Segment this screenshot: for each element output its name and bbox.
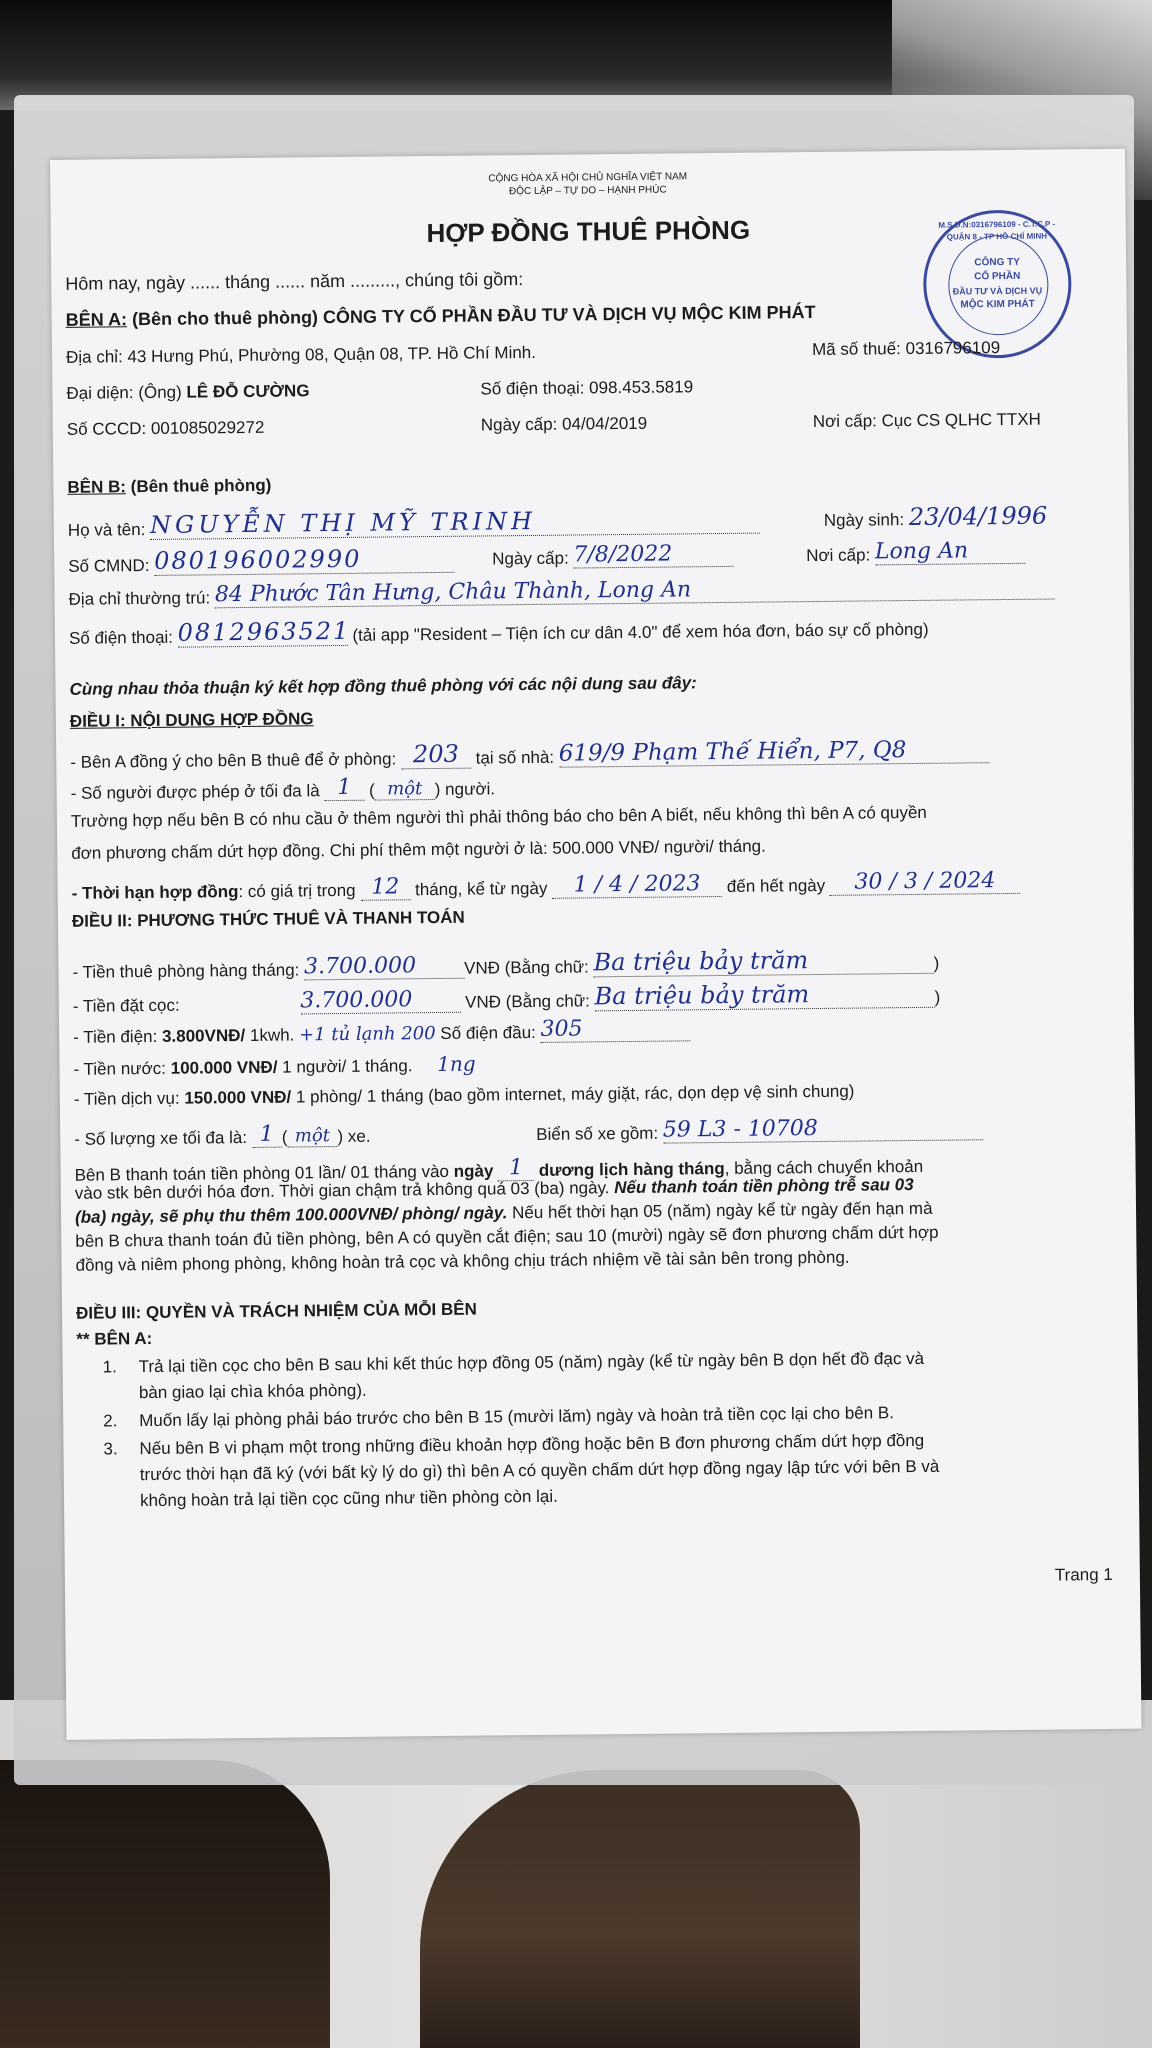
party-a-address: Địa chỉ: 43 Hưng Phú, Phường 08, Quận 08, TP. Hồ Chí Minh. <box>65 342 537 367</box>
vehicle-label: - Số lượng xe tối đa là: <box>74 1127 248 1149</box>
seal-line-4: MỘC KIM PHÁT <box>960 298 1035 311</box>
party-b-role: (Bên thuê phòng) <box>130 475 272 497</box>
term-row <box>72 868 1020 904</box>
rent-words: Ba triệu bảy trăm <box>593 946 809 977</box>
electric-price: 3.800VNĐ/ <box>161 1026 246 1046</box>
phone-label: Số điện thoại: <box>68 627 174 648</box>
pay-text-d: vào stk bên dưới hóa đơn. Thời gian chậm trả không quá 03 (ba) ngày. <box>74 1178 610 1203</box>
article-1-title: ĐIỀU I: NỘI DUNG HỢP ĐỒNG <box>69 709 314 731</box>
cmnd-label: Số CMND: <box>68 555 150 576</box>
art1-para-1: Trường hợp nếu bên B có nhu cầu ở thêm người thì phải thông báo cho bên A biết, nếu không thì bên A có quyền <box>70 802 927 831</box>
water-row <box>73 1052 475 1080</box>
party-a-tax: Mã số thuế: 0316796109 <box>811 338 1001 360</box>
seal-line-3: ĐẦU TƯ VÀ DỊCH VỤ <box>952 285 1043 297</box>
plate-field <box>663 1114 983 1143</box>
party-a-heading <box>66 302 816 331</box>
plate-value: 59 L3 - 10708 <box>662 1116 818 1143</box>
duty-3-line-1: Nếu bên B vi phạm một trong những điều khoản hợp đồng hoặc bên B đơn phương chấm dứt hợp đồng <box>139 1430 925 1459</box>
issued-label: Ngày cấp: <box>492 548 569 569</box>
agreement-intro: Cùng nhau thỏa thuận ký kết hợp đồng thuê phòng với các nội dung sau đây: <box>69 673 697 699</box>
motto-line: ĐỘC LẬP – TỰ DO – HẠNH PHÚC <box>508 184 667 198</box>
pay-text-b: dương lịch hàng tháng <box>538 1158 725 1180</box>
party-a-cccd: Số CCCD: 001085029272 <box>66 417 265 439</box>
start-value: 1 / 4 / 2023 <box>573 871 701 898</box>
deposit-row: - Tiền đặt cọc: 3.700.000 VNĐ (Bằng chữ: Ba triệu bảy trăm ) <box>72 980 941 1016</box>
phone-field <box>177 616 351 648</box>
people-field <box>324 775 364 801</box>
address-field <box>215 574 1055 609</box>
term-label: - Thời hạn hợp đồng <box>71 882 239 903</box>
pay-day-label: ngày <box>453 1161 494 1181</box>
cmnd-value: 080196002990 <box>154 544 362 575</box>
service-label: - Tiền dịch vụ: <box>73 1088 180 1109</box>
end-value: 30 / 3 / 2024 <box>854 868 996 895</box>
duty-3-num: 3. <box>103 1439 118 1459</box>
party-b-heading <box>67 476 271 498</box>
phone-value: 0812963521 <box>177 616 351 647</box>
meter-field <box>540 1015 690 1043</box>
dob-value: 23/04/1996 <box>908 501 1048 532</box>
months-value: 12 <box>371 874 400 900</box>
party-a-duties-heading: ** BÊN A: <box>76 1328 153 1349</box>
duty-1-num: 1. <box>102 1357 117 1377</box>
people-words-field <box>375 778 435 801</box>
pay-day-value: 1 <box>508 1155 524 1181</box>
name-value: NGUYỄN THỊ MỸ TRINH <box>149 506 537 539</box>
duty-3-line-2: trước thời hạn đã ký (với bất kỳ lý do gì) thì bên A có quyền chấm dứt hợp đồng ngay lập tức với bên B và <box>139 1456 940 1485</box>
place-label: Nơi cấp: <box>806 545 871 566</box>
party-b-cmnd-row <box>68 544 454 577</box>
service-row <box>74 1082 855 1110</box>
phone-note: (tải app "Resident – Tiện ích cư dân 4.0" để xem hóa đơn, báo sự cố phòng) <box>352 619 929 645</box>
leg-right <box>420 1770 860 2048</box>
deposit-label: - Tiền đặt cọc: <box>72 995 180 1016</box>
room-field <box>401 740 471 770</box>
party-b-dob-row <box>824 502 1048 532</box>
service-rest: 1 phòng/ 1 tháng (bao gồm internet, máy giặt, rác, dọn dẹp vệ sinh chung) <box>295 1081 855 1107</box>
address-value: 84 Phước Tân Hưng, Châu Thành, Long An <box>214 577 692 608</box>
company-seal <box>923 209 1073 359</box>
people-value: 1 <box>337 774 352 801</box>
people-unit: người. <box>445 779 496 799</box>
page-title: HỢP ĐỒNG THUÊ PHÒNG <box>426 214 751 249</box>
party-b-phone-row <box>69 611 929 649</box>
house-label: tại số nhà: <box>475 747 555 768</box>
seal-line-1: CÔNG TY <box>974 256 1020 269</box>
people-row: - Số người được phép ở tối đa là 1 ( một ) người. <box>70 774 496 803</box>
seal-ring-text: M.S.D.N:0316796109 - C.T.C.P - QUẬN 8 - TP HỒ CHÍ MINH <box>938 219 1056 242</box>
place-field <box>875 538 1025 566</box>
article-2-title: ĐIỀU II: PHƯƠNG THỨC THUÊ VÀ THANH TOÁN <box>71 907 465 931</box>
pay-text-f: (ba) ngày, sẽ phụ thu thêm 100.000VNĐ/ phòng/ ngày. <box>74 1203 508 1227</box>
seal-line-2: CỔ PHẦN <box>974 270 1021 283</box>
nation-line: CỘNG HÒA XÃ HỘI CHỦ NGHĨA VIỆT NAM <box>488 171 688 185</box>
party-b-label: BÊN B: <box>67 477 127 497</box>
water-label: - Tiền nước: <box>73 1058 167 1079</box>
page-number: Trang 1 <box>1054 1564 1113 1585</box>
plate-row <box>536 1114 983 1145</box>
rent-row: - Tiền thuê phòng hàng tháng: 3.700.000 VNĐ (Bằng chữ: Ba triệu bảy trăm ) <box>72 946 940 982</box>
term-text-b: tháng, kể từ ngày <box>414 878 548 900</box>
electric-row <box>73 1015 691 1047</box>
vehicle-field <box>252 1122 282 1148</box>
issued-value: 7/8/2022 <box>573 541 673 568</box>
party-a-rep <box>66 381 309 404</box>
rent-words-label: VNĐ (Bằng chữ: <box>463 957 589 978</box>
duty-1-line-2: bàn giao lại chìa khóa phòng). <box>138 1380 367 1403</box>
deposit-words: Ba triệu bảy trăm <box>594 980 810 1011</box>
party-a-issue-place: Nơi cấp: Cục CS QLHC TTXH <box>812 409 1041 432</box>
vehicle-value: 1 <box>259 1121 274 1147</box>
article-3-title: ĐIỀU III: QUYỀN VÀ TRÁCH NHIỆM CỦA MỖI BÊN <box>75 1299 477 1323</box>
electric-note: +1 tủ lạnh 200 <box>298 1023 436 1046</box>
room-value: 203 <box>412 739 459 769</box>
water-note: 1ng <box>437 1051 476 1076</box>
room-row <box>70 734 989 773</box>
duty-2 <box>103 1403 895 1431</box>
rent-value: 3.700.000 <box>303 953 417 980</box>
intro-line: Hôm nay, ngày ...... tháng ...... năm ........., chúng tôi gồm: <box>65 269 524 294</box>
months-field <box>360 874 410 901</box>
name-field <box>150 505 760 540</box>
duty-2-num: 2. <box>103 1411 118 1431</box>
party-a-company: (Bên cho thuê phòng) CÔNG TY CỔ PHẦN ĐẦU TƯ VÀ DỊCH VỤ MỘC KIM PHÁT <box>131 301 816 330</box>
start-field <box>552 871 722 899</box>
place-value: Long An <box>874 538 969 565</box>
duty-2-line-1: Muốn lấy lại phòng phải báo trước cho bên B 15 (mười lăm) ngày và hoàn trả tiền cọc lại cho bên B. <box>139 1403 895 1431</box>
vehicle-words: một <box>294 1125 331 1147</box>
vehicle-unit: xe. <box>347 1126 371 1146</box>
electric-unit: 1kwh. <box>249 1025 295 1045</box>
plate-label: Biển số xe gồm: <box>536 1123 659 1144</box>
end-field <box>830 868 1020 896</box>
pay-text-c: , bằng cách chuyển khoản <box>724 1156 924 1178</box>
rent-label: - Tiền thuê phòng hàng tháng: <box>72 960 300 982</box>
pay-text-a: Bên B thanh toán tiền phòng 01 lần/ 01 tháng vào <box>74 1161 450 1185</box>
art1-para-2: đơn phương chấm dứt hợp đồng. Chi phí thêm một người ở là: 500.000 VNĐ/ người/ tháng. <box>71 836 766 863</box>
room-label: - Bên A đồng ý cho bên B thuê để ở phòng: <box>70 749 397 772</box>
people-label: - Số người được phép ở tối đa là <box>70 781 320 803</box>
meter-value: 305 <box>540 1016 583 1042</box>
duty-1-line-1: Trả lại tiền cọc cho bên B sau khi kết thúc hợp đồng 05 (năm) ngày (kể từ ngày bên B dọn hết đồ đạc và <box>138 1348 925 1377</box>
water-price: 100.000 VNĐ/ <box>170 1057 278 1078</box>
pay-day-field <box>498 1155 534 1181</box>
deposit-value: 3.700.000 <box>300 987 413 1014</box>
service-price: 150.000 VNĐ/ <box>184 1087 292 1108</box>
party-a-rep-label: Đại diện: (Ông) <box>66 382 182 403</box>
contract-page <box>50 149 1141 1740</box>
people-words: một <box>387 778 423 800</box>
vehicle-row: - Số lượng xe tối đa là: 1 ( một ) xe. <box>74 1121 371 1149</box>
deposit-field <box>300 987 460 1015</box>
party-b-issued-row <box>492 541 734 570</box>
house-field <box>559 736 989 768</box>
issued-field <box>573 541 733 569</box>
dob-label: Ngày sinh: <box>823 510 905 530</box>
party-b-place-row <box>806 538 1025 566</box>
party-a-phone: Số điện thoại: 098.453.5819 <box>480 377 694 399</box>
deposit-words-label: VNĐ (Bằng chữ: <box>464 991 590 1012</box>
meter-label: Số điện đầu: <box>440 1022 536 1043</box>
party-a-rep-name: LÊ ĐỖ CƯỜNG <box>186 381 310 402</box>
leg-left <box>0 1760 330 2048</box>
party-b-address-row <box>68 574 1055 610</box>
house-value: 619/9 Phạm Thế Hiển, P7, Q8 <box>558 737 907 767</box>
address-label: Địa chỉ thường trú: <box>68 588 211 609</box>
name-label: Họ và tên: <box>67 520 146 540</box>
duty-3 <box>103 1430 940 1511</box>
term-text-c: đến hết ngày <box>726 875 826 896</box>
pay-text-e: Nếu thanh toán tiền phòng trễ sau 03 <box>614 1175 914 1198</box>
party-a-issue-date: Ngày cấp: 04/04/2019 <box>480 413 648 435</box>
rent-words-field <box>593 945 933 978</box>
party-b-name-row <box>68 505 761 541</box>
payment-line-4: bên B chưa thanh toán đủ tiền phòng, bên A có quyền cắt điện; sau 10 (mười) ngày sẽ đơn phương chấm dứt hợp <box>75 1222 939 1251</box>
water-unit: 1 người/ 1 tháng. <box>282 1056 413 1077</box>
rent-field <box>304 953 464 981</box>
electric-label: - Tiền điện: <box>73 1026 158 1047</box>
deposit-words-field <box>594 979 934 1012</box>
vehicle-words-field <box>287 1125 337 1148</box>
term-text-a: : có giá trị trong <box>238 880 356 902</box>
party-a-label: BÊN A: <box>65 309 128 330</box>
pay-text-g: Nếu hết thời hạn 05 (năm) ngày kể từ ngày đến hạn mà <box>511 1198 933 1223</box>
duty-3-line-3: không hoàn trả lại tiền cọc cũng như tiền phòng còn lại. <box>139 1486 558 1511</box>
payment-line-5: đồng và niêm phong phòng, không hoàn trả cọc và không chịu trách nhiệm về tài sản bên trong phòng. <box>75 1247 850 1275</box>
cmnd-field <box>154 544 454 576</box>
duty-1 <box>102 1348 925 1403</box>
